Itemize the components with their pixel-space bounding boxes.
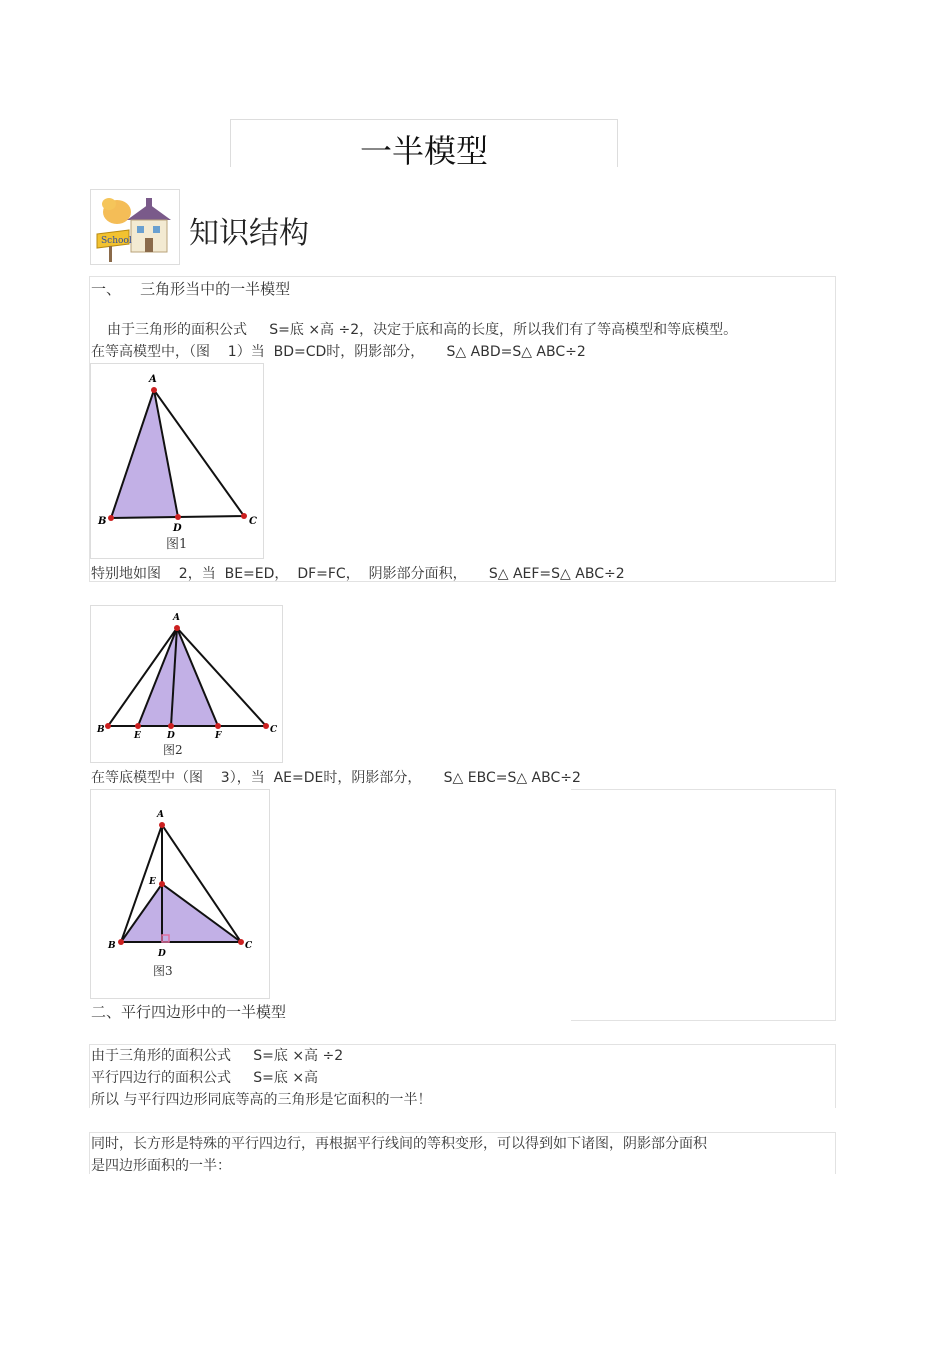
fig1-label-c: C	[249, 516, 257, 527]
svg-text:A: A	[157, 810, 164, 820]
fig1-label-d: D	[173, 523, 182, 534]
svg-text:E: E	[134, 731, 141, 741]
part2-heading: 二、平行四边形中的一半模型	[91, 1003, 287, 1021]
figure-2	[90, 605, 283, 763]
svg-text:B: B	[108, 941, 116, 951]
part2-line1: 由于三角形的面积公式 S=底 ×高 ÷2	[91, 1048, 344, 1064]
part1-line4: 在等底模型中（图 3），当 AE=DE时，阴影部分， S△ EBC=S△ ABC÷2	[91, 770, 581, 786]
page-title: 一半模型	[359, 132, 488, 170]
fig1-label-b: B	[98, 516, 107, 527]
svg-text:D: D	[167, 731, 175, 741]
fig1-caption: 图1	[166, 537, 188, 552]
fig2-caption: 图2	[163, 743, 183, 757]
part1-line2: 在等高模型中，（图 1）当 BD=CD时，阴影部分， S△ ABD=S△ ABC÷2	[91, 344, 586, 360]
svg-text:B: B	[97, 725, 105, 735]
fig1-label-a: A	[149, 374, 157, 385]
svg-text:E: E	[149, 877, 156, 887]
svg-text:C: C	[245, 941, 253, 951]
svg-text:School: School	[101, 236, 132, 246]
svg-text:D: D	[158, 949, 166, 959]
part2-line5: 是四边形面积的一半：	[91, 1158, 231, 1174]
part2-line3: 所以 与平行四边形同底等高的三角形是它面积的一半！	[91, 1092, 432, 1108]
part1-line1: 由于三角形的面积公式 S=底 ×高 ÷2，决定于底和高的长度，所以我们有了等高模型和等底模型。	[107, 322, 738, 338]
part1-fig3-panel	[571, 789, 836, 1021]
figure-1	[90, 363, 264, 559]
part2-line4: 同时，长方形是特殊的平行四边行，再根据平行线间的等积变形，可以得到如下诸图，阴影部分面积	[91, 1136, 707, 1152]
part2-line2: 平行四边行的面积公式 S=底 ×高	[91, 1070, 319, 1086]
figure-3	[90, 789, 270, 999]
part1-heading: 一、 三角形当中的一半模型	[91, 280, 291, 298]
part1-line3: 特别地如图 2，当 BE=ED， DF=FC， 阴影部分面积， S△ AEF=S△ ABC÷2	[91, 566, 625, 582]
svg-text:C: C	[270, 725, 278, 735]
school-house-icon	[90, 189, 180, 265]
svg-text:A: A	[173, 613, 180, 623]
svg-text:F: F	[215, 731, 222, 741]
fig3-caption: 图3	[153, 964, 173, 978]
section-heading: 知识结构	[189, 216, 309, 251]
